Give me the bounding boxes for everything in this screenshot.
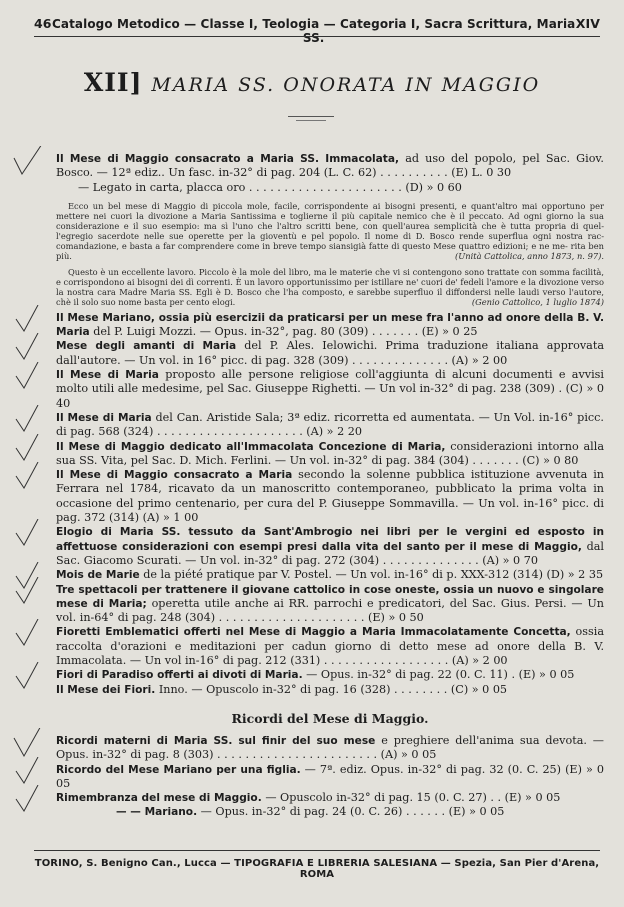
entry-variant: — Legato in carta, placca oro . . . . . . . . . . . . . . . . . . . . . . (D) » 0 60 xyxy=(78,180,462,194)
handwritten-check-icon xyxy=(12,577,50,607)
header-title: Catalogo Metodico — Classe I, Teologia — Categoria I, Sacra Scrittura, Maria SS. xyxy=(51,17,576,45)
handwritten-check-icon xyxy=(12,757,50,787)
handwritten-check-icon xyxy=(12,662,50,692)
entry-text: ossia raccolta d'orazioni e meditazioni per cadun giorno di detto mese ad onore della B. V. Immacolata. — Un vol in-16° di pag. 212 (331) . . . . . . . . . . . . . . . . . . (A) » 2 00 xyxy=(56,625,605,668)
entry-text: — Opuscolo in-32° di pag. 15 (0. C. 27) . . (E) » 0 05 xyxy=(265,791,561,805)
entry-title: Il Mese di Maria xyxy=(56,411,152,424)
catalog-content xyxy=(56,152,604,820)
catalog-entry xyxy=(56,468,604,525)
catalog-entry xyxy=(56,152,604,195)
imprint-footer: TORINO, S. Benigno Can., Lucca — TIPOGRAFIA E LIBRERIA SALESIANA — Spezia, San Pier d'Arena, ROMA xyxy=(34,858,600,880)
entry-text: ad uso del popolo, pel Sac. Giov. Bosco. — 12ª ediz.. Un fasc. in-32° di pag. 204 (L. C. 62) . . . . . . . . . . (E) L. 0 30 xyxy=(56,152,604,180)
ricordi-entry xyxy=(56,734,604,763)
entry-title: — — Mariano. xyxy=(116,806,198,819)
catalog-entry xyxy=(56,311,604,340)
section-heading: MARIA SS. ONORATA IN MAGGIO xyxy=(151,74,541,96)
entry-title: Il Mese di Maria xyxy=(56,369,159,382)
catalog-entry xyxy=(56,625,604,668)
catalog-entry xyxy=(56,525,604,568)
section-number: XII] xyxy=(83,68,143,97)
entry-text: secondo la solenne pubblica istituzione avvenuta in Ferrara nel 1784, ricavato da un manoscritto contemporaneo, pubblicato la prima volta in occasione del primo centenario, per cura del P. Giuseppe Sommavilla. — Un vol. in-16° picc. di pag. 372 (314) (A) » 1 00 xyxy=(56,468,604,525)
handwritten-check-icon xyxy=(12,619,50,649)
entry-text: — Opus. in-32° di pag. 24 (0. C. 26) . . . . . . (E) » 0 05 xyxy=(200,805,505,819)
ricordi-entry xyxy=(56,763,604,792)
catalog-entry xyxy=(56,339,604,368)
catalog-entry xyxy=(56,440,604,469)
review-quote xyxy=(56,267,604,307)
entry-text: del Can. Aristide Sala; 3ª ediz. ricorretta ed aumentata. — Un Vol. in-16° picc. di pag. 568 (324) . . . . . . . . . . . . . . . . . . . . . (A) » 2 20 xyxy=(56,410,604,439)
entry-title: Il Mese Mariano, ossia più esercizii da praticarsi per un mese fra l'anno ad onore della B. V. Maria xyxy=(56,311,604,339)
entry-text: considerazioni intorno alla sua SS. Vita, pel Sac. D. Mich. Ferlini. — Un vol. in-32° di pag. 384 (304) . . . . . . . (C) » 0 80 xyxy=(56,439,605,467)
handwritten-check-icon xyxy=(12,462,50,492)
entry-text: de la piété pratique par V. Postel. — Un vol. in-16° di p. XXX-312 (314) (D) » 2 35 xyxy=(143,568,604,582)
header-rule xyxy=(34,36,600,37)
review-quote xyxy=(56,201,604,261)
entry-title: Il Mese di Maggio consacrato a Maria SS. Immacolata, xyxy=(56,153,400,165)
footer-rule xyxy=(34,850,600,851)
entry-title: Elogio di Maria SS. tessuto da Sant'Ambrogio nei libri per le vergini ed esposto in affettuose considerazioni con esempi presi dalla vita del santo per il mese di Maggio, xyxy=(56,526,604,553)
subsection-title: Ricordi del Mese di Maggio. xyxy=(231,710,429,726)
entry-title: Fioretti Emblematici offerti nel Mese di Maggio a Maria Immacolatamente Concetta, xyxy=(56,626,571,639)
entry-title: Rimembranza del mese di Maggio. xyxy=(56,792,262,805)
catalog-entry xyxy=(56,668,604,682)
handwritten-check-icon xyxy=(12,362,50,392)
review-source: (Genio Cattolico, 1 luglio 1874) xyxy=(471,296,604,307)
ricordi-entry xyxy=(56,791,604,805)
entry-text: del P. Luigi Mozzi. — Opus. in-32°, pag. 80 (309) . . . . . . . (E) » 0 25 xyxy=(93,325,478,339)
header-roman: XIV xyxy=(575,16,600,31)
entry-title: Ricordi materni di Maria SS. sul finir del suo mese xyxy=(56,734,376,747)
handwritten-check-icon xyxy=(12,785,50,815)
entry-title: Mese degli amanti di Maria xyxy=(56,340,237,353)
handwritten-check-icon xyxy=(12,333,50,363)
entry-title: Mois de Marie xyxy=(56,569,140,582)
handwritten-check-icon xyxy=(12,146,50,176)
entry-text: del P. Ales. Ielowichi. Prima traduzione italiana approvata dall'autore. — Un vol. in 16° picc. di pag. 328 (309) . . . . . . . . . . . . . . (A) » 2 00 xyxy=(56,339,604,367)
handwritten-check-icon xyxy=(12,305,50,335)
handwritten-check-icon xyxy=(12,519,50,549)
entry-title: Il Mese di Maggio consacrato a Maria xyxy=(56,469,293,482)
entry-title: Il Mese di Maggio dedicato all'Immacolata Concezione di Maria, xyxy=(56,440,446,453)
catalog-entry xyxy=(56,583,604,626)
catalog-entry xyxy=(56,683,604,697)
entry-text: — Opus. in-32° di pag. 22 (0. C. 11) . (E) » 0 05 xyxy=(306,668,575,682)
review-text: Questo è un eccellente lavoro. Piccolo è la mole del libro, ma le materie che vi si contengono sono trattate con somma facilità, e corrispondono ai bisogni dei dì correnti. È un lavoro opportunissimo per istillare ne' cuori de' fedeli l'amore e la divozione verso la nostra cara Madre Maria SS. Egli è D. Bosco che l'ha composto, e sarebbe superfluo il diffondersi nelle laudi verso l'autore, chè il solo suo nome basta per cento elogi. xyxy=(56,266,604,307)
catalog-entry xyxy=(56,411,604,440)
ornament-rule-small xyxy=(296,120,326,121)
catalog-entry xyxy=(56,368,604,411)
entry-text: operetta utile anche ai RR. parrochi e predicatori, del Sac. Gius. Persi. — Un vol. in-64° di pag. 248 (304) . . . . . . . . . . . . . . . . . . . . . (E) » 0 50 xyxy=(56,596,604,625)
ricordi-entry xyxy=(56,805,604,819)
entry-title: Tre spettacoli per trattenere il giovane cattolico in cose oneste, ossia un nuovo e singolare mese di Maria; xyxy=(56,583,604,610)
review-source: (Unità Cattolica, anno 1873, n. 97). xyxy=(455,250,604,261)
entry-title: Ricordo del Mese Mariano per una figlia. xyxy=(56,763,301,776)
page-number: 46 xyxy=(34,16,52,31)
entry-text: e preghiere dell'anima sua devota. — Opus. in-32° di pag. 8 (303) . . . . . . . . . . . . . . . . . . . . . . . (A) » 0 05 xyxy=(56,733,604,762)
entry-title: Fiori di Paradiso offerti ai divoti di Maria. xyxy=(56,669,303,682)
catalog-entry xyxy=(56,568,604,582)
entry-text: Inno. — Opuscolo in-32° di pag. 16 (328) . . . . . . . . (C) » 0 05 xyxy=(158,682,508,696)
entry-text: — 7ª. ediz. Opus. in-32° di pag. 32 (0. C. 25) (E) » 0 05 xyxy=(56,762,604,790)
entry-text: proposto alle persone religiose coll'aggiunta di alcuni documenti e avvisi molto utili alle medesime, pel Sac. Giuseppe Righetti. — Un vol in-32° di pag. 238 (309) . (C) » 0 40 xyxy=(56,368,604,410)
handwritten-check-icon xyxy=(12,434,50,464)
section-title xyxy=(0,68,624,97)
running-header xyxy=(34,16,600,45)
review-text: Ecco un bel mese di Maggio di piccola mole, facile, corrispondente ai bisogni presenti, e quant'altro mai opportuno per mettere nei cuori la divozione a Maria Santissima e toglierne il più capitale nemico che è il peccato. Ad ogni giorno la sua considerazione e il suo esempio: ma sì l'uno che l'altro scritti bene, con quell'aurea semplicità che è tutta propria di quel- l'egregio sacerdote nelle sue operette per la gioventù e pel popolo. Il nome di D. Bosco rende superflua ogni nostra rac- comandazione, e basta a far comprendere come in breve tempo siansigià fatte di questo Mese quattro edizioni; e ne me- rita ben più. xyxy=(56,200,604,261)
handwritten-check-icon xyxy=(12,405,50,435)
ornament-rule xyxy=(288,116,334,117)
entry-text: dal Sac. Giacomo Scurati. — Un vol. in-32° di pag. 272 (304) . . . . . . . . . . . . . . (A) » 0 70 xyxy=(56,539,604,567)
handwritten-check-icon xyxy=(12,728,50,758)
entry-title: Il Mese dei Fiori. xyxy=(56,683,156,696)
